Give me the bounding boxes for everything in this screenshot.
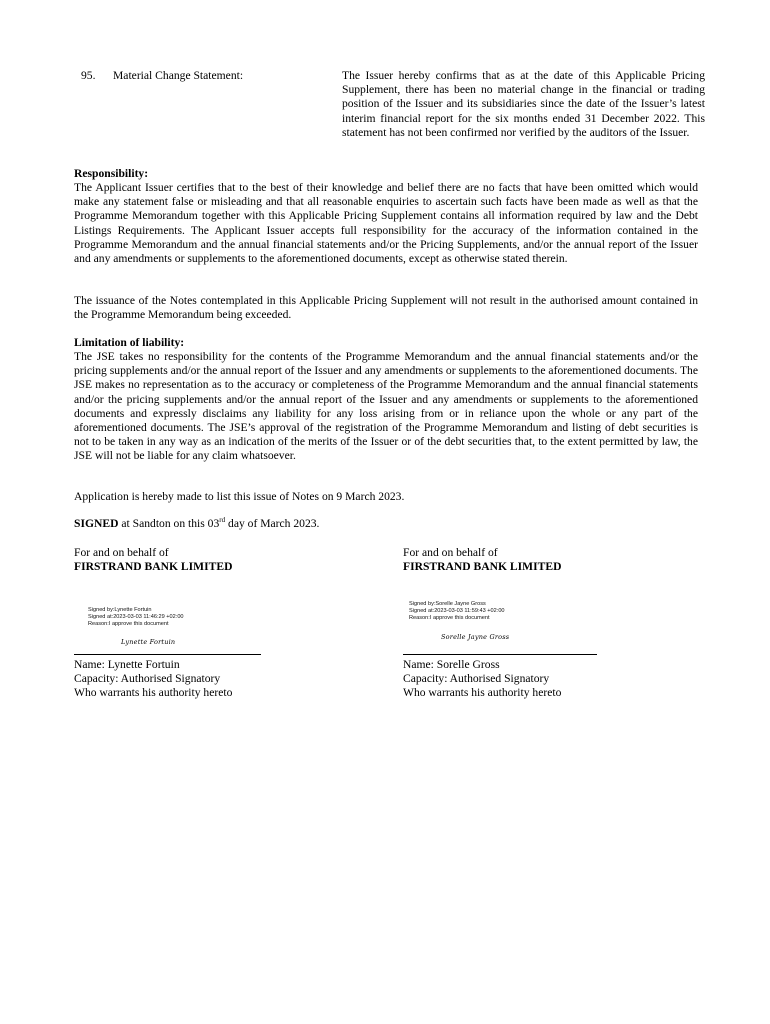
left-digital-signature-block <box>88 607 184 628</box>
left-warrant: Who warrants his authority hereto <box>74 686 233 699</box>
right-behalf: For and on behalf of <box>403 546 498 559</box>
issuance-paragraph: The issuance of the Notes contemplated in this Applicable Pricing Supplement will not result in the authorised amount contained in the Programme Memorandum being exceeded. <box>74 294 698 322</box>
right-name: Name: Sorelle Gross <box>403 658 500 671</box>
right-company: FIRSTRAND BANK LIMITED <box>403 560 562 573</box>
signed-before: at Sandton on this 03 <box>118 517 220 530</box>
right-digital-signature-block <box>409 601 505 622</box>
signed-bold: SIGNED <box>74 517 119 530</box>
right-capacity: Capacity: Authorised Signatory <box>403 672 550 685</box>
right-sig-reason: Reason:I approve this document <box>409 615 490 621</box>
left-name: Name: Lynette Fortuin <box>74 658 180 671</box>
right-sig-signer: Signed by:Sorelle Jayne Gross <box>409 601 486 607</box>
left-company: FIRSTRAND BANK LIMITED <box>74 560 233 573</box>
application-paragraph: Application is hereby made to list this issue of Notes on 9 March 2023. <box>74 490 405 503</box>
right-sig-date: Signed at:2023-03-03 11:59:43 +02:00 <box>409 608 505 614</box>
left-sig-date: Signed at:2023-03-03 11:46:29 +02:00 <box>88 614 184 620</box>
responsibility-paragraph: The Applicant Issuer certifies that to the best of their knowledge and belief there are no facts that have been omitted which would make any statement false or misleading and that all reasonable enquiries to ascertain such facts have been made as well as that the Programme Memorandum together with this Applicable Pricing Supplement contains all information required by law and the Debt Listings Requirements. The Applicant Issuer accepts full responsibility for the accuracy of the information contained in the Programme Memorandum and the annual financial statements and/or the Pricing Supplements, and/or the annual report of the Issuer and any amendments or supplements to the aforementioned documents, except as otherwise stated therein. <box>74 181 698 266</box>
limitation-paragraph: The JSE takes no responsibility for the contents of the Programme Memorandum and the annual financial statements and/or the pricing supplements and/or the annual report of the Issuer and any amendments or supplements to the aforementioned documents. The JSE makes no representation as to the accuracy or completeness of the Programme Memorandum and the annual financial statements and/or the pricing supplements and/or the annual report of the Issuer and any amendments or supplements to the aforementioned documents and expressly disclaims any liability for any loss arising from or in reliance upon the whole or any part of the aforementioned documents. The JSE’s approval of the registration of the Programme Memorandum and listing of debt securities is not to be taken in any way as an indication of the merits of the Issuer or of the debt securities that, to the extent permitted by law, the JSE will not be liable for any claim whatsoever. <box>74 350 698 463</box>
signed-sup: rd <box>219 516 226 525</box>
right-warrant: Who warrants his authority hereto <box>403 686 562 699</box>
right-signature-line <box>403 654 597 655</box>
right-handwritten-signature: Sorelle Jayne Gross <box>441 633 510 641</box>
item-label: Material Change Statement: <box>113 69 244 82</box>
left-handwritten-signature: Lynette Fortuin <box>121 638 176 646</box>
signed-statement <box>74 517 698 531</box>
item-number: 95. <box>81 69 96 82</box>
signed-after: day of March 2023. <box>225 517 320 530</box>
left-sig-reason: Reason:I approve this document <box>88 621 169 627</box>
left-signature-line <box>74 654 261 655</box>
left-behalf: For and on behalf of <box>74 546 169 559</box>
limitation-heading: Limitation of liability: <box>74 336 185 349</box>
material-change-text: The Issuer hereby confirms that as at the date of this Applicable Pricing Supplement, there has been no material change in the financial or trading position of the Issuer and its subsidiaries since the date of the Issuer’s latest interim financial report for the six months ended 31 December 2022. This statement has not been confirmed nor verified by the auditors of the Issuer. <box>342 69 705 139</box>
left-sig-signer: Signed by:Lynette Fortuin <box>88 607 152 613</box>
responsibility-heading: Responsibility: <box>74 167 149 180</box>
left-capacity: Capacity: Authorised Signatory <box>74 672 221 685</box>
